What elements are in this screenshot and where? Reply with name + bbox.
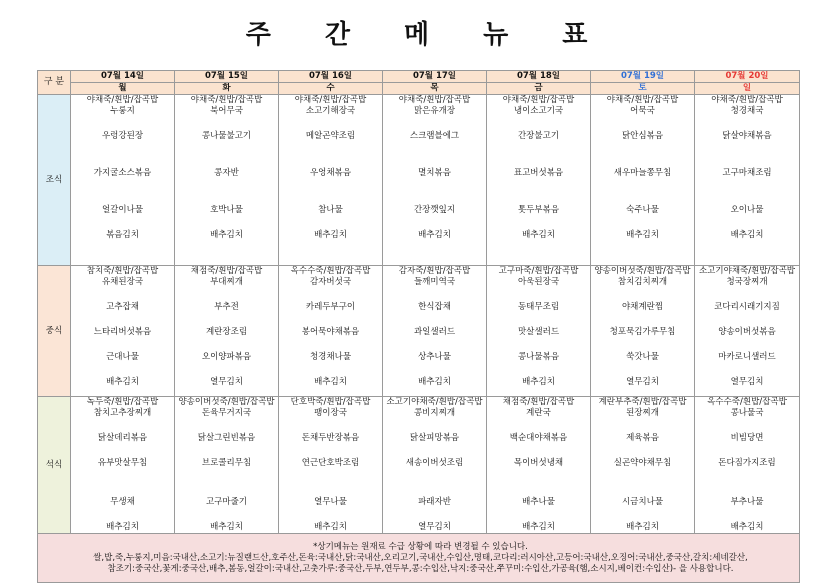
menu-item: 단호박죽/흰밥/잡곡밥 xyxy=(290,397,371,407)
menu-item: 배추김치 xyxy=(730,522,764,532)
day-menu-cell xyxy=(695,266,800,397)
title-char: 뉴 xyxy=(483,20,511,50)
day-menu-cell xyxy=(487,397,591,534)
day-of-week: 금 xyxy=(487,83,591,95)
day-of-week: 수 xyxy=(279,83,383,95)
day-menu-cell xyxy=(279,95,383,266)
menu-item: 호박나물 xyxy=(210,205,243,215)
menu-item: 열무김치 xyxy=(626,377,659,387)
menu-item: 콩나물국 xyxy=(730,408,764,418)
menu-item: 실곤약야채무침 xyxy=(613,458,672,468)
menu-item: 카레두부구이 xyxy=(305,302,356,312)
menu-item: 유채된장국 xyxy=(101,277,144,287)
menu-item: 브로콜리무침 xyxy=(201,458,252,468)
menu-item: 배추김치 xyxy=(314,230,347,240)
menu-item: 마카로니샐러드 xyxy=(718,352,776,362)
meal-label: 조식 xyxy=(38,95,71,266)
menu-item: 연근단호박조림 xyxy=(301,458,360,468)
title-char: 주 xyxy=(245,20,273,50)
menu-item: 시금치나물 xyxy=(621,497,664,507)
menu-item: 야채계란찜 xyxy=(621,302,664,312)
menu-item: 배추김치 xyxy=(210,230,243,240)
menu-item: 참치죽/흰밥/잡곡밥 xyxy=(86,266,159,276)
day-of-week: 토 xyxy=(591,83,695,95)
menu-item: 우렁강된장 xyxy=(101,131,144,141)
menu-item: 배추김치 xyxy=(522,377,555,387)
menu-item: 양송이버섯볶음 xyxy=(718,327,776,337)
menu-item: 채점죽/흰밥/잡곡밥 xyxy=(502,397,575,407)
menu-item: 돈채두반장볶음 xyxy=(301,433,360,443)
menu-item: 배추김치 xyxy=(522,522,555,532)
menu-item: 계란국 xyxy=(526,408,551,418)
menu-item: 배추김치 xyxy=(522,230,555,240)
menu-item: 돈다짐가지조림 xyxy=(718,458,776,468)
title-char: 표 xyxy=(562,20,590,50)
menu-item: 아욱된장국 xyxy=(517,277,560,287)
day-date: 07월 16일 xyxy=(279,71,383,83)
day-menu-cell xyxy=(71,397,175,534)
menu-item: 배추김치 xyxy=(210,522,243,532)
menu-item: 쑥갓나물 xyxy=(626,352,659,362)
menu-item: 백순대야채볶음 xyxy=(509,433,568,443)
menu-item: 청경채나물 xyxy=(309,352,352,362)
menu-item: 부추전 xyxy=(214,302,239,312)
menu-item: 배추김치 xyxy=(730,230,764,240)
menu-item: 청경채국 xyxy=(730,106,764,116)
menu-item: 닭살그린빈볶음 xyxy=(197,433,256,443)
menu-item: 한식잡채 xyxy=(418,302,451,312)
title-char: 간 xyxy=(324,20,352,50)
menu-item: 옥수수죽/흰밥/잡곡밥 xyxy=(290,266,371,276)
menu-item: 스크램블에그 xyxy=(409,131,460,141)
menu-item: 양송이버섯죽/흰밥/잡곡밥 xyxy=(178,397,275,407)
day-of-week: 화 xyxy=(175,83,279,95)
menu-item: 유부맛살무침 xyxy=(97,458,148,468)
menu-item: 야채죽/흰밥/잡곡밥 xyxy=(294,95,367,105)
menu-item: 얼갈이나물 xyxy=(101,205,144,215)
menu-item: 맛살샐러드 xyxy=(517,327,560,337)
footer-notice: *상기메뉴는 원재료 수급 상황에 따라 변경될 수 있습니다. xyxy=(313,541,528,552)
menu-item: 감자버섯국 xyxy=(309,277,352,287)
menu-item: 돈육무거지국 xyxy=(201,408,252,418)
day-date: 07월 14일 xyxy=(71,71,175,83)
menu-item: 가지굴소스볶음 xyxy=(93,168,152,178)
meal-label: 중식 xyxy=(38,266,71,397)
menu-item: 숙주나물 xyxy=(626,205,659,215)
day-menu-cell xyxy=(383,266,487,397)
menu-item: 고구마채조림 xyxy=(722,168,772,178)
day-menu-cell xyxy=(383,95,487,266)
menu-item: 표고버섯볶음 xyxy=(513,168,564,178)
menu-item: 참치김치찌개 xyxy=(617,277,668,287)
day-menu-cell xyxy=(487,95,591,266)
menu-item: 소고기야채죽/흰밥/잡곡밥 xyxy=(386,397,483,407)
menu-item: 들깨미역국 xyxy=(413,277,456,287)
day-menu-cell xyxy=(591,397,695,534)
meal-row xyxy=(38,95,800,266)
day-menu-cell xyxy=(175,397,279,534)
menu-item: 콩나물볶음 xyxy=(517,352,560,362)
menu-item: 청국장찌개 xyxy=(726,277,768,287)
menu-item: 톳두부볶음 xyxy=(517,205,560,215)
menu-item: 야채죽/흰밥/잡곡밥 xyxy=(502,95,575,105)
menu-item: 참치고추장찌개 xyxy=(93,408,152,418)
menu-item: 닭안심볶음 xyxy=(621,131,664,141)
menu-item: 소고기해장국 xyxy=(305,106,356,116)
menu-item: 배추김치 xyxy=(626,522,659,532)
menu-item: 우엉채볶음 xyxy=(309,168,352,178)
menu-item: 제육볶음 xyxy=(626,433,659,443)
menu-item: 볶음김치 xyxy=(106,230,139,240)
day-date: 07월 20일 xyxy=(695,71,800,83)
menu-item: 맑은유개장 xyxy=(413,106,456,116)
menu-item: 된장찌개 xyxy=(626,408,659,418)
menu-item: 배추나물 xyxy=(522,497,555,507)
menu-item: 열무나물 xyxy=(314,497,347,507)
menu-item: 과일샐러드 xyxy=(413,327,456,337)
menu-item: 닭살야채볶음 xyxy=(722,131,772,141)
menu-item: 야채죽/흰밥/잡곡밥 xyxy=(711,95,783,105)
day-menu-cell xyxy=(279,266,383,397)
menu-item: 간장불고기 xyxy=(517,131,560,141)
menu-item: 콩비지찌개 xyxy=(413,408,456,418)
day-menu-cell xyxy=(71,95,175,266)
day-menu-cell xyxy=(695,397,800,534)
menu-item: 누룽지 xyxy=(110,106,135,116)
menu-table xyxy=(37,70,800,583)
day-menu-cell xyxy=(279,397,383,534)
menu-item: 어묵국 xyxy=(630,106,655,116)
day-menu-cell xyxy=(591,266,695,397)
menu-item: 느타리버섯볶음 xyxy=(93,327,152,337)
menu-item: 무생채 xyxy=(110,497,135,507)
menu-item: 목이버섯냉채 xyxy=(513,458,564,468)
menu-item: 오이양파볶음 xyxy=(201,352,252,362)
day-menu-cell xyxy=(695,95,800,266)
menu-item: 배추김치 xyxy=(106,522,139,532)
menu-item: 닭살데리볶음 xyxy=(97,433,148,443)
menu-item: 녹두죽/흰밥/잡곡밥 xyxy=(86,397,159,407)
menu-item: 상추나물 xyxy=(418,352,451,362)
menu-item: 배추김치 xyxy=(626,230,659,240)
day-date: 07월 15일 xyxy=(175,71,279,83)
menu-item: 참나물 xyxy=(318,205,343,215)
menu-item: 근대나물 xyxy=(106,352,139,362)
day-menu-cell xyxy=(487,266,591,397)
menu-item: 새송이버섯조림 xyxy=(405,458,464,468)
meal-row xyxy=(38,266,800,397)
day-menu-cell xyxy=(591,95,695,266)
day-date: 07월 17일 xyxy=(383,71,487,83)
menu-item: 배추김치 xyxy=(314,377,347,387)
title-char: 메 xyxy=(403,20,432,50)
menu-item: 파래자반 xyxy=(418,497,451,507)
menu-item: 감자죽/흰밥/잡곡밥 xyxy=(398,266,471,276)
header-label: 구 분 xyxy=(38,71,71,95)
menu-item: 간장깻잎지 xyxy=(413,205,456,215)
menu-item: 야채죽/흰밥/잡곡밥 xyxy=(606,95,679,105)
menu-item: 배추김치 xyxy=(314,522,347,532)
day-of-week: 목 xyxy=(383,83,487,95)
menu-item: 소고기야채죽/흰밥/잡곡밥 xyxy=(698,266,796,276)
footer-notes xyxy=(38,534,800,583)
menu-item: 열무김치 xyxy=(210,377,243,387)
day-menu-cell xyxy=(383,397,487,534)
meal-label: 석식 xyxy=(38,397,71,534)
menu-item: 양송이버섯죽/흰밥/잡곡밥 xyxy=(594,266,691,276)
footer-origin-line1: 쌀,밥,죽,누룽지,미음:국내산,소고기:뉴질랜드산,호주산,돈육:국내산,닭:국내산,오리고기,국내산,수입산,명태,코다리:러시아산,고등어:국내산,오징어:국내산,중국산,갈치:세네갈산, xyxy=(93,552,748,563)
menu-item: 열무김치 xyxy=(418,522,451,532)
page-title xyxy=(0,14,835,51)
menu-item: 고구마줄기 xyxy=(205,497,248,507)
menu-item: 채점죽/흰밥/잡곡밥 xyxy=(190,266,263,276)
menu-item: 콩자반 xyxy=(214,168,239,178)
day-of-week: 일 xyxy=(695,83,800,95)
menu-item: 계란장조림 xyxy=(205,327,248,337)
menu-item: 고추잡채 xyxy=(106,302,139,312)
menu-item: 야채죽/흰밥/잡곡밥 xyxy=(86,95,159,105)
meal-row xyxy=(38,397,800,534)
menu-item: 부대찌개 xyxy=(210,277,243,287)
menu-item: 계란부추죽/흰밥/잡곡밥 xyxy=(598,397,687,407)
day-menu-cell xyxy=(71,266,175,397)
menu-item: 냉이소고기국 xyxy=(513,106,564,116)
menu-item: 청포묵김가루무침 xyxy=(609,327,676,337)
menu-item: 고구마죽/흰밥/잡곡밥 xyxy=(498,266,579,276)
menu-item: 멸치볶음 xyxy=(418,168,451,178)
menu-item: 코다리시래기지짐 xyxy=(714,302,780,312)
menu-item: 새우마늘쫑무침 xyxy=(613,168,672,178)
day-menu-cell xyxy=(175,266,279,397)
day-date: 07월 18일 xyxy=(487,71,591,83)
menu-item: 부추나물 xyxy=(730,497,764,507)
menu-item: 비빔당면 xyxy=(730,433,764,443)
menu-item: 동태무조림 xyxy=(517,302,560,312)
menu-item: 메알곤약조림 xyxy=(305,131,356,141)
meal-body xyxy=(38,95,800,534)
menu-item: 열무김치 xyxy=(730,377,764,387)
menu-item: 팽이장국 xyxy=(314,408,347,418)
menu-item: 배추김치 xyxy=(106,377,139,387)
menu-item: 옥수수죽/흰밥/잡곡밥 xyxy=(707,397,787,407)
menu-item: 콩나물불고기 xyxy=(201,131,252,141)
day-menu-cell xyxy=(175,95,279,266)
menu-item: 배추김치 xyxy=(418,230,451,240)
day-date: 07월 19일 xyxy=(591,71,695,83)
menu-item: 야채죽/흰밥/잡곡밥 xyxy=(190,95,263,105)
menu-item: 봉어묵야채볶음 xyxy=(301,327,360,337)
day-of-week: 월 xyxy=(71,83,175,95)
menu-item: 야채죽/흰밥/잡곡밥 xyxy=(398,95,471,105)
footer-origin-line2: 참조기:중국산,꽃게:중국산,배추,봄동,얼갈이:국내산,고춧가루:중국산,두부,연두부,콩:수입산,낙지:중국산,쭈꾸미:수입산,가공육(햄,소시지,베이컨:수입산)- 을 사용합니다. xyxy=(107,563,734,574)
menu-item: 오이나물 xyxy=(730,205,764,215)
menu-item: 닭살피망볶음 xyxy=(409,433,460,443)
menu-item: 북어무국 xyxy=(210,106,243,116)
menu-item: 배추김치 xyxy=(418,377,451,387)
